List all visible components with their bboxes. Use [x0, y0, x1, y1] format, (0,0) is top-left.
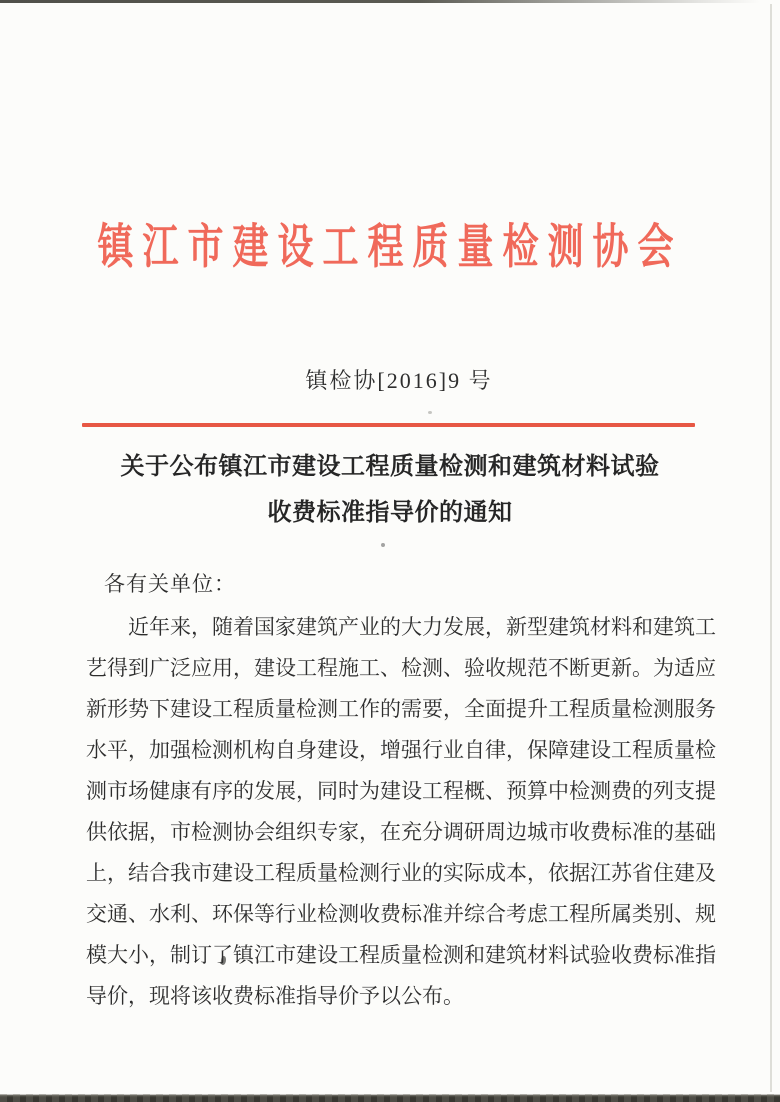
body-line: 测市场健康有序的发展，同时为建设工程概、预算中检测费的列支提: [86, 779, 716, 803]
letterhead-title: 镇江市建设工程质量检测协会: [97, 220, 683, 274]
body-line: 模大小，制订了镇江市建设工程质量检测和建筑材料试验收费标准指: [86, 943, 716, 967]
red-divider-rule: [82, 423, 695, 427]
document-number: 镇检协[2016]9 号: [305, 368, 493, 393]
body-line: 艺得到广泛应用，建设工程施工、检测、验收规范不断更新。为适应: [86, 656, 716, 680]
body-line: 导价，现将该收费标准指导价予以公布。: [86, 984, 464, 1008]
body-line: 交通、水利、环保等行业检测收费标准并综合考虑工程所属类别、规: [86, 902, 716, 926]
notice-title-line-1: 关于公布镇江市建设工程质量检测和建筑材料试验: [120, 454, 660, 480]
notice-title-line-2: 收费标准指导价的通知: [267, 500, 513, 526]
body-line: 近年来，随着国家建筑产业的大力发展，新型建筑材料和建筑工: [128, 615, 716, 639]
body-line: 水平，加强检测机构自身建设，增强行业自律，保障建设工程质量检: [86, 738, 716, 762]
scan-edge-right: [770, 4, 772, 1092]
salutation: 各有关单位：: [104, 572, 236, 596]
body-line: 上，结合我市建设工程质量检测行业的实际成本，依据江苏省住建及: [86, 861, 716, 885]
scan-smudge: [428, 411, 432, 414]
body-line: 新形势下建设工程质量检测工作的需要，全面提升工程质量检测服务: [86, 697, 716, 721]
scan-edge-bottom: [0, 1094, 780, 1102]
body-paragraph: [86, 607, 720, 1017]
scan-smudge: [381, 543, 385, 547]
body-line: 供依据，市检测协会组织专家，在充分调研周边城市收费标准的基础: [86, 820, 716, 844]
scan-edge-top: [0, 0, 760, 3]
